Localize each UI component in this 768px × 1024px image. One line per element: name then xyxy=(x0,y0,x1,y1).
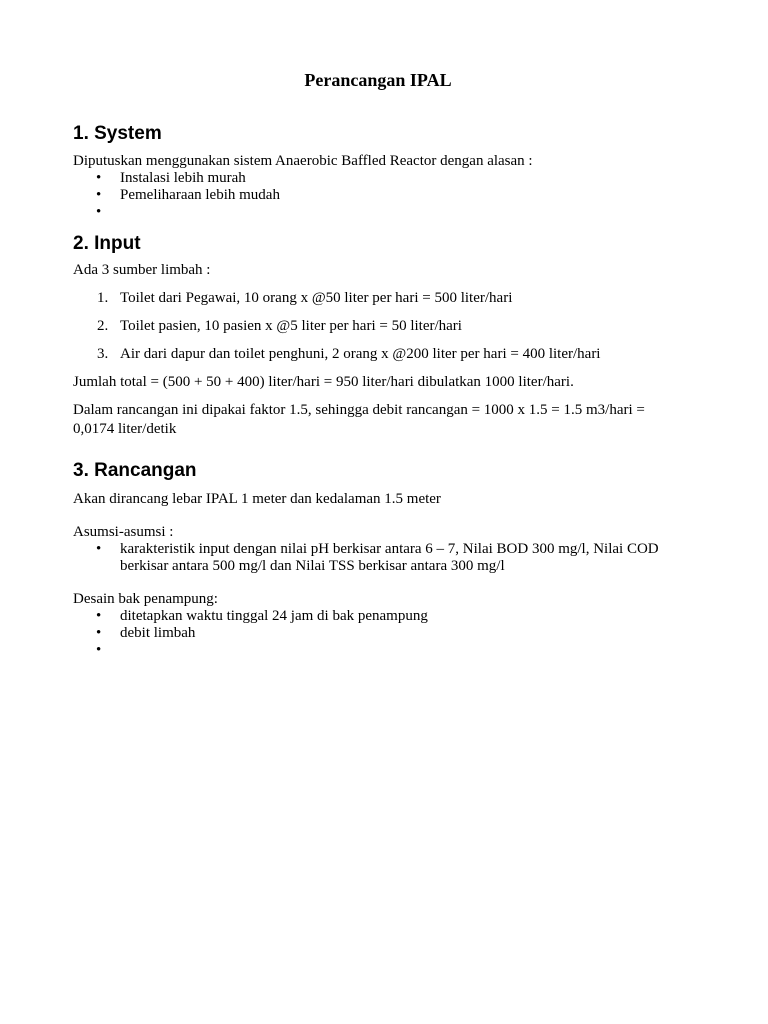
assumptions-label: Asumsi-asumsi : xyxy=(73,524,174,540)
design-factor: Dalam rancangan ini dipakai faktor 1.5, sehingga debit rancangan = 1000 x 1.5 = 1.5 m3/hari = 0,0174 liter/detik xyxy=(73,402,645,437)
list-item xyxy=(73,204,683,221)
list-item: • ditetapkan waktu tinggal 24 jam di bak penampung xyxy=(96,608,428,624)
bullet-icon: • xyxy=(96,541,102,557)
tank-design-label: Desain bak penampung: xyxy=(73,591,218,607)
input-sources-list xyxy=(73,290,683,374)
system-reasons-list xyxy=(73,170,683,221)
bullet-icon: • xyxy=(96,608,102,624)
bullet-icon: • xyxy=(96,170,102,186)
list-item: • Instalasi lebih murah xyxy=(96,170,246,186)
list-item: • debit limbah xyxy=(96,625,196,641)
list-item: 2. Toilet pasien, 10 pasien x @5 liter per hari = 50 liter/hari xyxy=(97,318,462,334)
bullet-icon: • xyxy=(96,625,102,641)
input-intro: Ada 3 sumber limbah : xyxy=(73,262,211,278)
list-item xyxy=(73,642,683,659)
assumptions-list xyxy=(73,541,683,575)
bullet-icon: • xyxy=(96,187,102,203)
system-intro: Diputuskan menggunakan sistem Anaerobic Baffled Reactor dengan alasan : xyxy=(73,153,533,169)
section-heading-input: 2. Input xyxy=(73,233,141,254)
list-item: • Pemeliharaan lebih mudah xyxy=(96,187,280,203)
section-heading-system: 1. System xyxy=(73,123,162,144)
bullet-icon: • xyxy=(96,204,102,220)
bullet-icon: • xyxy=(96,642,102,658)
total-flow: Jumlah total = (500 + 50 + 400) liter/hari = 950 liter/hari dibulatkan 1000 liter/hari. xyxy=(73,374,574,390)
tank-design-list xyxy=(73,608,683,659)
document-title: Perancangan IPAL xyxy=(304,70,452,90)
list-item: • karakteristik input dengan nilai pH berkisar antara 6 – 7, Nilai BOD 300 mg/l, Nilai COD berkisar antara 500 mg/l dan Nilai TSS berkisar antara 300 mg/l xyxy=(96,541,659,574)
rancangan-intro: Akan dirancang lebar IPAL 1 meter dan kedalaman 1.5 meter xyxy=(73,491,441,507)
section-heading-rancangan: 3. Rancangan xyxy=(73,460,197,481)
list-item: 1. Toilet dari Pegawai, 10 orang x @50 liter per hari = 500 liter/hari xyxy=(97,290,513,306)
list-item: 3. Air dari dapur dan toilet penghuni, 2 orang x @200 liter per hari = 400 liter/hari xyxy=(97,346,601,362)
